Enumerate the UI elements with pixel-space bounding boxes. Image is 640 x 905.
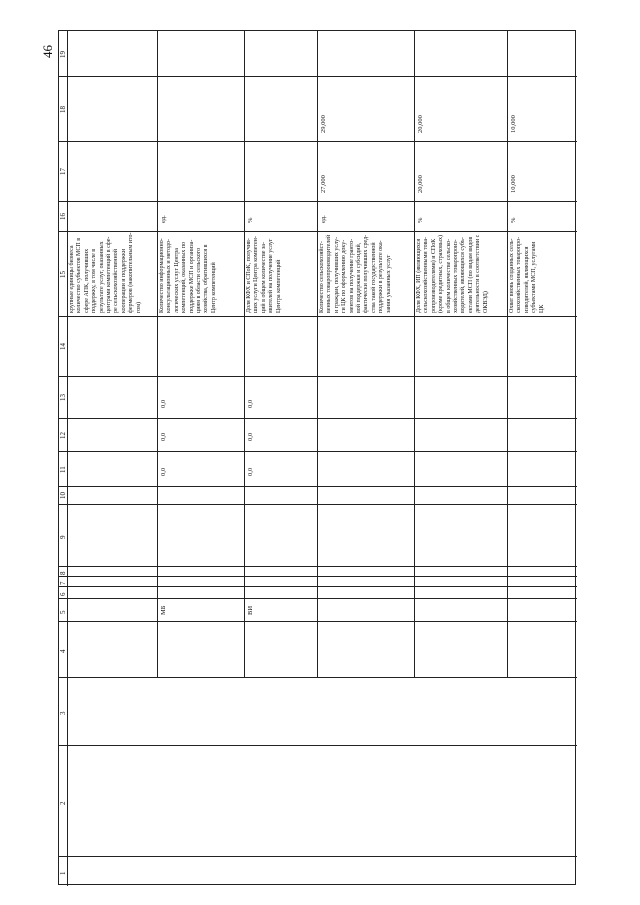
unit-value: %	[510, 217, 517, 223]
grid-line	[59, 418, 577, 419]
column-number: 17	[59, 168, 67, 175]
indicator-text: Количество сельскохозяйст- венных товаропроизводителей и граждан, получивших услу- ги ЦК по оформлению доку- ментов на получение гранто- вой поддержки и субсидий, фактически получивших сред- ства такой государственной поддержки в результате ока- зания указанных услуг	[319, 234, 392, 313]
grid-line	[59, 316, 577, 317]
grid-line	[157, 31, 158, 677]
value-col-17: 20,000	[417, 175, 424, 193]
indicator-text: Количество информационно- консультационных и методо- логических услуг Центра компетенций, оказанных по поддержке МСП и организа- циям в области сельского хозяйства, обратившихся в Центр компетенций	[159, 238, 217, 313]
value-col-12: 0,0	[247, 432, 254, 441]
grid-line	[59, 376, 577, 377]
value-col-17: 10,000	[510, 175, 517, 193]
unit-value: ед.	[320, 215, 327, 223]
grid-line	[317, 31, 318, 677]
column-number: 4	[59, 649, 67, 653]
value-col-18: 20,000	[417, 115, 424, 133]
column-number: 10	[59, 492, 67, 499]
grid-line	[507, 31, 508, 677]
column-number: 19	[59, 50, 67, 58]
value-col-13: 0,0	[160, 399, 167, 408]
rotated-table	[58, 30, 576, 885]
grid-line	[59, 745, 577, 746]
column-number: 7	[59, 581, 67, 585]
grid-line	[67, 31, 68, 886]
column-number: 12	[59, 431, 67, 439]
grid-line	[59, 504, 577, 505]
grid-line	[59, 598, 577, 599]
grid-line	[59, 566, 577, 567]
grid-line	[414, 31, 415, 677]
grid-line	[59, 677, 577, 678]
column-number: 6	[59, 592, 67, 596]
page-number: 46	[40, 45, 55, 58]
value-col-12: 0,0	[160, 432, 167, 441]
column-number: 2	[59, 801, 67, 805]
indicator-text: Охват вновь созданных сель- скохозяйственных товаропро- изводителей, являющихся субъектами МСП, услугами ЦК	[509, 236, 545, 313]
value-col-11: 0,0	[160, 467, 167, 476]
grid-line	[59, 76, 577, 77]
column-number: 15	[59, 270, 67, 278]
column-number: 18	[59, 105, 67, 113]
indicator-text: Доля КФХ, ИП (являющихся сельскохозяйственными това- ропроизводителями) и СПоК (кроме кредитных, страховых) в общем количестве сельско- хозяйственных товаропроиз- водителей, являющихся субъ- ектами МСП (по видам видов деятельности в соответствии с ОКВЭД)	[416, 234, 489, 313]
column-number: 9	[59, 535, 67, 539]
indicator-text: крупные единицы бизнеса количество субъектов МСП в сфере АПК, получивших поддержку, в том числе в результате услуг, оказанных центрами компетенций в сфе- ре сельскохозяйственной кооперации и поддержки фермеров (накопительным ито- гом)	[69, 232, 142, 313]
column-number: 1	[59, 871, 67, 875]
value-col-18: 29,000	[320, 115, 327, 133]
grid-line	[59, 141, 577, 142]
indicator-text: Доля КФХ и СПоК, получив- ших услуги Центра компетен- ций в общем количестве за- явителей на получение услуг Центра компетенций	[246, 236, 282, 313]
grid-line	[59, 856, 577, 857]
grid-line	[59, 586, 577, 587]
value-col-11: 0,0	[247, 467, 254, 476]
column-number: 3	[59, 711, 67, 715]
grid-line	[59, 621, 577, 622]
grid-line	[59, 201, 577, 202]
value-col-18: 10,000	[510, 115, 517, 133]
unit-value: %	[417, 217, 424, 223]
value-col-17: 27,000	[320, 175, 327, 193]
grid-line	[59, 451, 577, 452]
column-number: 14	[59, 343, 67, 350]
unit-value: %	[247, 217, 254, 223]
column-number: 8	[59, 571, 67, 575]
budget-source: ВИ	[247, 605, 254, 615]
column-number: 11	[59, 465, 67, 473]
unit-value: ед.	[160, 215, 167, 223]
value-col-13: 0,0	[247, 399, 254, 408]
grid-line	[59, 576, 577, 577]
column-number: 16	[59, 213, 67, 220]
grid-line	[59, 486, 577, 487]
grid-line	[244, 31, 245, 677]
column-number: 13	[59, 394, 67, 401]
column-number: 5	[59, 610, 67, 614]
budget-source: МБ	[160, 605, 167, 615]
